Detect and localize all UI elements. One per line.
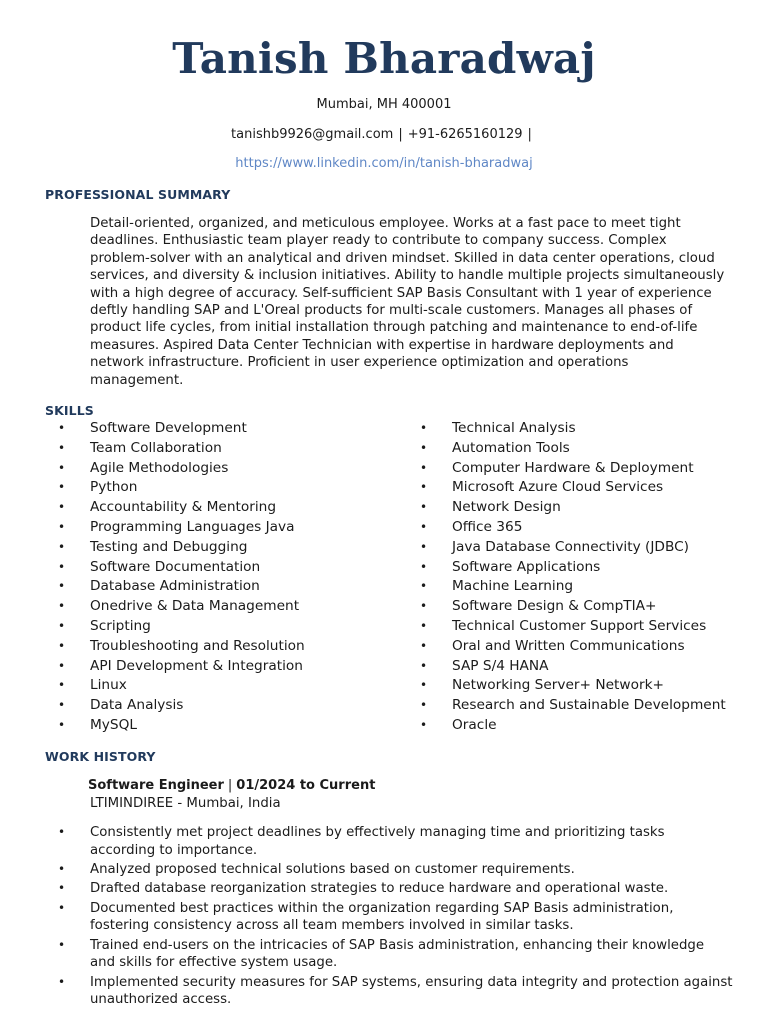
- bullet-icon: •: [420, 500, 428, 515]
- skill-label: Technical Analysis: [452, 420, 576, 436]
- bullet-icon: •: [58, 717, 66, 732]
- skill-label: Troubleshooting and Resolution: [90, 637, 305, 654]
- resume-name: Tanish Bharadwaj: [172, 34, 596, 83]
- skill-label: Java Database Connectivity (JDBC): [452, 538, 690, 555]
- summary-line: deadlines. Enthusiastic team player ready to contribute to company success. Complex: [90, 233, 667, 249]
- duty-line: Trained end-users on the intricacies of SAP Basis administration, enhancing their knowledge: [90, 937, 705, 953]
- contact-separator-trailing: |: [527, 127, 532, 142]
- skill-label: Linux: [90, 677, 127, 694]
- skill-label: Software Documentation: [90, 558, 261, 575]
- contact-separator: |: [398, 127, 403, 142]
- duty-line: Implemented security measures for SAP systems, ensuring data integrity and protection against: [90, 974, 733, 990]
- bullet-icon: •: [58, 539, 66, 554]
- skill-item: [58, 558, 305, 578]
- bullet-icon: •: [58, 599, 66, 614]
- bullet-icon: •: [420, 698, 428, 713]
- skill-label: API Development & Integration: [90, 657, 303, 674]
- skill-label: Oral and Written Communications: [452, 637, 685, 654]
- bullet-icon: •: [420, 618, 428, 633]
- skill-item: [58, 518, 305, 538]
- skill-item: [58, 617, 305, 637]
- skill-label: Office 365: [452, 518, 523, 535]
- job-dates: 01/2024 to Current: [236, 778, 376, 793]
- skill-label: Python: [90, 479, 138, 496]
- duty-item: [58, 974, 738, 1009]
- bullet-icon: •: [420, 579, 428, 594]
- summary-line: measures. Aspired Data Center Technician with expertise in hardware deployments and: [90, 337, 674, 353]
- skill-item: [58, 696, 305, 716]
- skill-item: [58, 637, 305, 657]
- job-separator: |: [227, 778, 233, 793]
- summary-line: Detail-oriented, organized, and meticulous employee. Works at a fast pace to meet tight: [90, 216, 681, 231]
- contact-phone: +91-6265160129: [407, 127, 523, 142]
- skill-label: Microsoft Azure Cloud Services: [452, 479, 664, 496]
- skill-label: Team Collaboration: [90, 439, 222, 456]
- summary-line: management.: [90, 372, 184, 388]
- summary-line: with a high degree of accuracy. Self-sufficient SAP Basis Consultant with 1 year of experience: [90, 285, 712, 301]
- skill-label: Database Administration: [90, 578, 260, 595]
- bullet-icon: •: [420, 440, 428, 455]
- bullet-icon: •: [58, 500, 66, 515]
- duty-item: [58, 824, 738, 859]
- job-heading: [88, 777, 375, 795]
- skill-item: [58, 538, 305, 558]
- skill-item: [58, 439, 305, 459]
- skill-item: [420, 439, 726, 459]
- skill-label: Automation Tools: [452, 439, 570, 456]
- duty-line: Documented best practices within the organization regarding SAP Basis administration,: [90, 900, 674, 916]
- job-title: Software Engineer: [88, 778, 224, 793]
- skills-list-left: [58, 419, 305, 736]
- skill-label: Software Design & CompTIA+: [452, 598, 657, 615]
- bullet-icon: •: [420, 678, 428, 693]
- skill-label: Network Design: [452, 499, 561, 516]
- job-duties-list: [58, 824, 738, 1011]
- skill-label: Research and Sustainable Development: [452, 697, 726, 714]
- skill-item: [420, 538, 726, 558]
- skill-item: [420, 518, 726, 538]
- skills-heading: SKILLS: [45, 403, 94, 418]
- bullet-icon: •: [58, 559, 66, 574]
- skill-item: [420, 657, 726, 677]
- skill-label: Technical Customer Support Services: [452, 617, 707, 634]
- bullet-icon: •: [420, 480, 428, 495]
- work-history-heading: WORK HISTORY: [45, 749, 156, 764]
- summary-text: [90, 215, 730, 389]
- duty-line: Drafted database reorganization strategies to reduce hardware and operational waste.: [90, 881, 669, 897]
- skill-item: [420, 716, 726, 736]
- summary-line: services, and diversity & inclusion initiatives. Ability to handle multiple projects simultaneously: [90, 268, 725, 284]
- bullet-icon: •: [58, 421, 66, 435]
- bullet-icon: •: [420, 519, 428, 534]
- skill-label: Computer Hardware & Deployment: [452, 459, 694, 476]
- skill-label: Data Analysis: [90, 697, 184, 714]
- duty-item: [58, 861, 738, 879]
- duty-line: unauthorized access.: [90, 992, 232, 1008]
- bullet-icon: •: [58, 900, 66, 915]
- bullet-icon: •: [58, 480, 66, 495]
- skill-item: [58, 419, 305, 439]
- bullet-icon: •: [58, 638, 66, 653]
- skill-item: [58, 478, 305, 498]
- skill-label: Testing and Debugging: [90, 538, 248, 555]
- skills-list-right: [420, 419, 726, 736]
- skill-item: [420, 558, 726, 578]
- skill-item: [420, 617, 726, 637]
- bullet-icon: •: [420, 717, 428, 732]
- summary-line: deftly handling SAP and L'Oreal products for multi-scale customers. Manages all phases of: [90, 303, 693, 319]
- bullet-icon: •: [58, 618, 66, 633]
- skill-item: [420, 478, 726, 498]
- bullet-icon: •: [58, 974, 66, 989]
- skill-label: SAP S/4 HANA: [452, 657, 549, 674]
- skill-item: [420, 498, 726, 518]
- duty-line: fostering consistency across all team members involved in similar tasks.: [90, 918, 574, 934]
- bullet-icon: •: [58, 937, 66, 952]
- skill-item: [420, 696, 726, 716]
- summary-line: network infrastructure. Proficient in user experience optimization and operations: [90, 355, 629, 371]
- contact-address: Mumbai, MH 400001: [316, 97, 452, 112]
- skill-item: [58, 597, 305, 617]
- skill-label: Onedrive & Data Management: [90, 598, 300, 615]
- summary-line: problem-solver with an analytical and driven mindset. Skilled in data center operations, cloud: [90, 250, 715, 266]
- bullet-icon: •: [420, 539, 428, 554]
- skill-item: [58, 657, 305, 677]
- skill-item: [420, 676, 726, 696]
- contact-email[interactable]: tanishb9926@gmail.com: [231, 127, 394, 142]
- duty-item: [58, 937, 738, 972]
- skill-label: Scripting: [90, 617, 151, 634]
- bullet-icon: •: [58, 460, 66, 475]
- duty-item: [58, 880, 738, 898]
- bullet-icon: •: [58, 825, 66, 839]
- duty-line: according to importance.: [90, 842, 258, 858]
- bullet-icon: •: [58, 678, 66, 693]
- summary-heading: PROFESSIONAL SUMMARY: [45, 187, 231, 202]
- duty-item: [58, 900, 738, 935]
- skill-label: Oracle: [452, 716, 497, 733]
- skill-item: [58, 676, 305, 696]
- skill-label: Accountability & Mentoring: [90, 499, 277, 516]
- skill-label: MySQL: [90, 716, 137, 733]
- skill-item: [58, 498, 305, 518]
- skill-item: [420, 577, 726, 597]
- skill-label: Software Development: [90, 420, 247, 436]
- duty-line: Analyzed proposed technical solutions based on customer requirements.: [90, 861, 575, 877]
- job-company: LTIMINDIREE - Mumbai, India: [90, 796, 281, 811]
- skill-label: Agile Methodologies: [90, 459, 229, 476]
- skill-item: [58, 577, 305, 597]
- skill-item: [420, 597, 726, 617]
- bullet-icon: •: [58, 698, 66, 713]
- bullet-icon: •: [420, 638, 428, 653]
- bullet-icon: •: [420, 421, 428, 435]
- contact-line: [0, 126, 768, 144]
- skill-item: [58, 459, 305, 479]
- skill-label: Programming Languages Java: [90, 518, 295, 535]
- skill-item: [420, 459, 726, 479]
- duty-line: and skills for effective system usage.: [90, 955, 338, 971]
- bullet-icon: •: [58, 440, 66, 455]
- skill-label: Software Applications: [452, 558, 601, 575]
- skill-item: [420, 637, 726, 657]
- skill-label: Networking Server+ Network+: [452, 677, 664, 694]
- bullet-icon: •: [420, 658, 428, 673]
- bullet-icon: •: [420, 599, 428, 614]
- bullet-icon: •: [58, 579, 66, 594]
- bullet-icon: •: [420, 460, 428, 475]
- bullet-icon: •: [58, 658, 66, 673]
- bullet-icon: •: [420, 559, 428, 574]
- skill-item: [58, 716, 305, 736]
- duty-line: Consistently met project deadlines by effectively managing time and prioritizing tasks: [90, 825, 665, 840]
- summary-line: product life cycles, from initial installation through patching and maintenance to end-of-life: [90, 320, 698, 336]
- skill-label: Machine Learning: [452, 578, 574, 595]
- bullet-icon: •: [58, 519, 66, 534]
- bullet-icon: •: [58, 881, 66, 896]
- skill-item: [420, 419, 726, 439]
- linkedin-link[interactable]: https://www.linkedin.com/in/tanish-bharadwaj: [235, 156, 533, 171]
- bullet-icon: •: [58, 861, 66, 876]
